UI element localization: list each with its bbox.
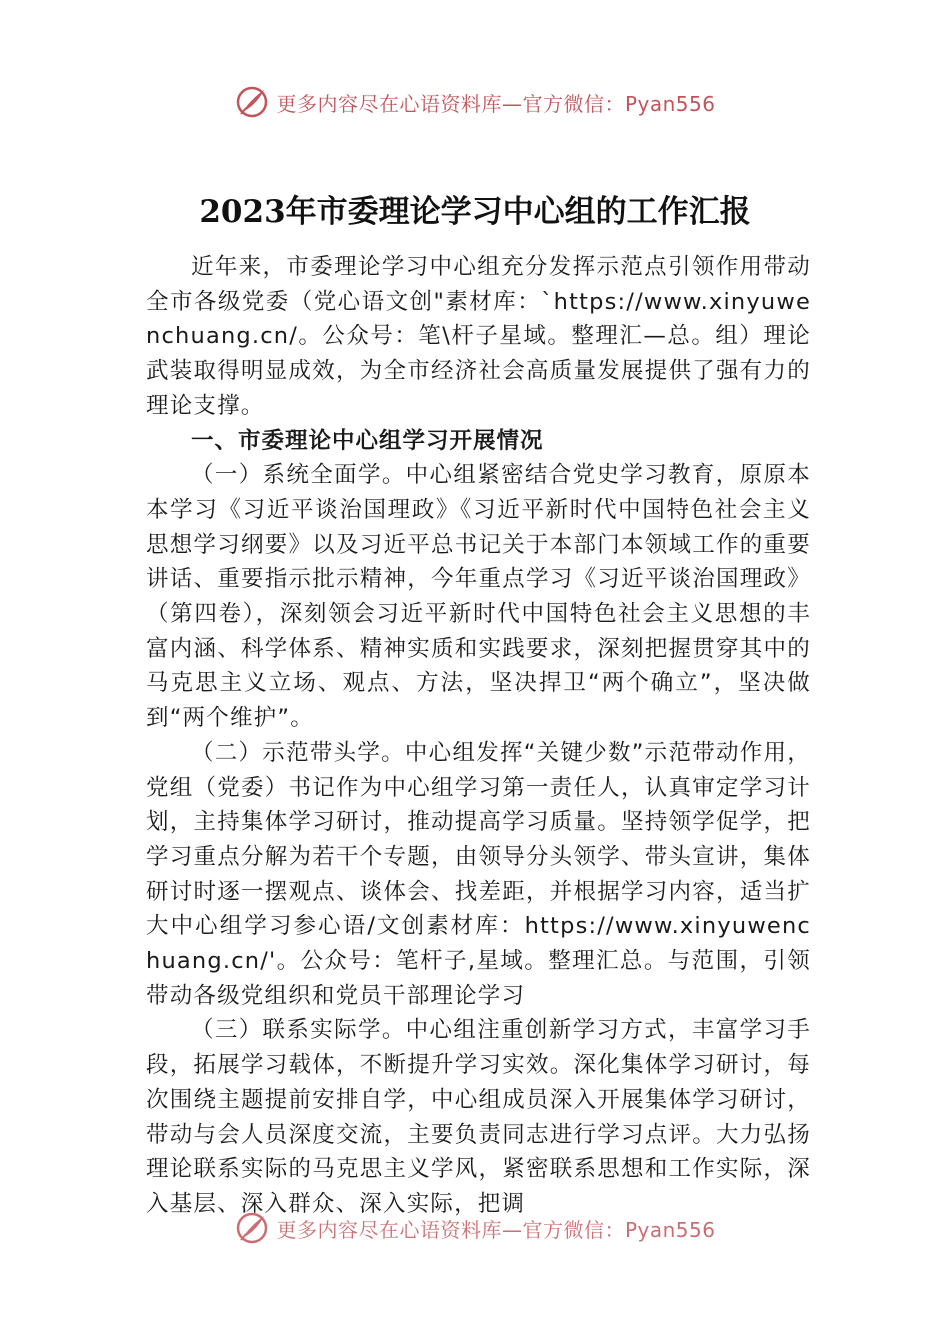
header-banner — [0, 80, 950, 124]
document-body — [146, 250, 811, 1222]
document-title: 2023年市委理论学习中心组的工作汇报 — [199, 194, 751, 230]
quill-logo-icon — [234, 1210, 270, 1246]
header-banner-text: 更多内容尽在心语资料库—官方微信：Pyan556 — [276, 91, 716, 116]
footer-banner — [0, 1206, 950, 1250]
footer-banner-text: 更多内容尽在心语资料库—官方微信：Pyan556 — [276, 1217, 716, 1242]
paragraph-practical-study: （三）联系实际学。中心组注重创新学习方式，丰富学习手段，拓展学习载体，不断提升学习实效。深化集体学习研讨，每次围绕主题提前安排自学，中心组成员深入开展集体学习研讨，带动与会人员深度交流，主要负责同志进行学习点评。大力弘扬理论联系实际的马克思主义学风，紧密联系思想和工作实际，深入基层、深入群众、深入实际，把调 — [146, 1017, 811, 1217]
quill-logo-icon — [234, 84, 270, 120]
intro-paragraph: 近年来，市委理论学习中心组充分发挥示范点引领作用带动全市各级党委（党心语文创"素材库：`https://www.xinyuwenchuang.cn/。公众号：笔\杆子星域。整理汇—总。组）理论武装取得明显成效，为全市经济社会高质量发展提供了强有力的理论支撑。 — [146, 254, 811, 419]
paragraph-systematic-study: （一）系统全面学。中心组紧密结合党史学习教育，原原本本学习《习近平谈治国理政》《习近平新时代中国特色社会主义思想学习纲要》以及习近平总书记关于本部门本领域工作的重要讲话、重要指示批示精神，今年重点学习《习近平谈治国理政》（第四卷），深刻领会习近平新时代中国特色社会主义思想的丰富内涵、科学体系、精神实质和实践要求，深刻把握贯穿其中的马克思主义立场、观点、方法，坚决捍卫“两个确立”，坚决做到“两个维护”。 — [146, 462, 811, 732]
paragraph-exemplary-study: （二）示范带头学。中心组发挥“关键少数”示范带动作用，党组（党委）书记作为中心组学习第一责任人，认真审定学习计划，主持集体学习研讨，推动提高学习质量。坚持领学促学，把学习重点分解为若干个专题，由领导分头领学、带头宣讲，集体研讨时逐一摆观点、谈体会、找差距，并根据学习内容，适当扩大中心组学习参心语/文创素材库：https://www.xinyuwenchuang.cn/'。公众号：笔杆子,星域。整理汇总。与范围，引领带动各级党组织和党员干部理论学习 — [146, 739, 811, 1009]
section-heading: 一、市委理论中心组学习开展情况 — [191, 427, 544, 454]
